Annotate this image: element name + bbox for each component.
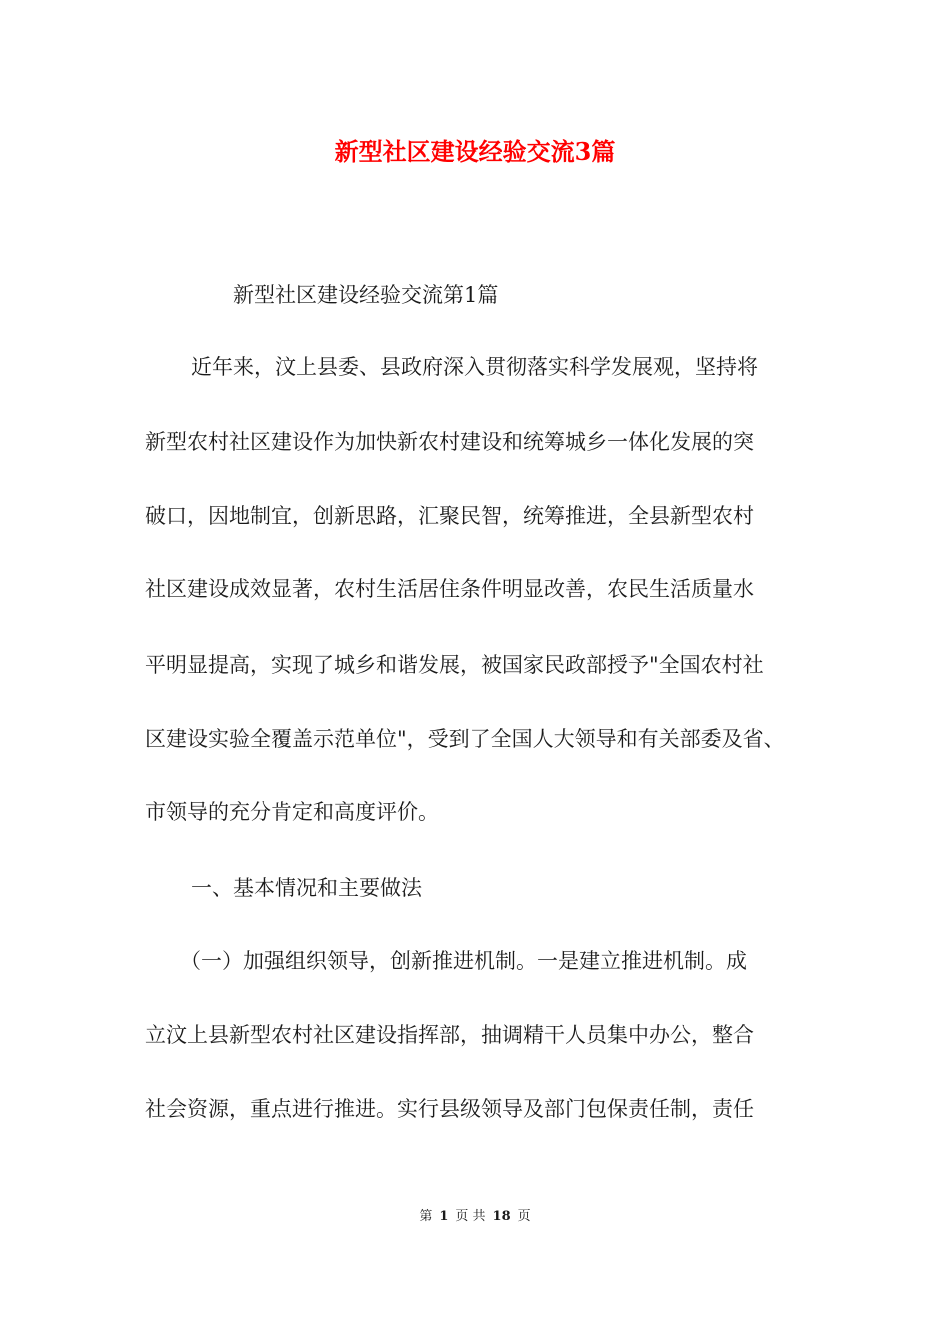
footer-total-pages: 18 — [492, 1209, 511, 1224]
footer-current-page: 1 — [439, 1209, 449, 1224]
footer-prefix: 第 — [419, 1209, 433, 1224]
paragraph-line: 社区建设成效显著，农村生活居住条件明显改善，农民生活质量水 — [145, 577, 754, 601]
footer-middle: 页 共 — [455, 1209, 486, 1224]
section-heading-part-1: 新型社区建设经验交流第1篇 — [233, 283, 499, 307]
paragraph-line: 市领导的充分肯定和高度评价。 — [145, 800, 439, 824]
paragraph-line: 平明显提高，实现了城乡和谐发展，被国家民政部授予"全国农村社 — [145, 653, 764, 677]
paragraph-line: 立汶上县新型农村社区建设指挥部，抽调精干人员集中办公，整合 — [145, 1023, 754, 1047]
footer-suffix: 页 — [517, 1209, 531, 1224]
document-title: 新型社区建设经验交流3篇 — [334, 137, 616, 166]
paragraph-line: 近年来，汶上县委、县政府深入贯彻落实科学发展观，坚持将 — [191, 355, 758, 379]
paragraph-line: 新型农村社区建设作为加快新农村建设和统筹城乡一体化发展的突 — [145, 430, 754, 454]
section-heading-basics: 一、基本情况和主要做法 — [191, 876, 422, 900]
page-footer — [0, 1207, 950, 1227]
paragraph-line: 区建设实验全覆盖示范单位"，受到了全国人大领导和有关部委及省、 — [145, 727, 785, 751]
paragraph-line: （一）加强组织领导，创新推进机制。一是建立推进机制。成 — [180, 949, 747, 973]
paragraph-line: 破口，因地制宜，创新思路，汇聚民智，统筹推进，全县新型农村 — [145, 504, 754, 528]
paragraph-line: 社会资源，重点进行推进。实行县级领导及部门包保责任制，责任 — [145, 1097, 754, 1121]
